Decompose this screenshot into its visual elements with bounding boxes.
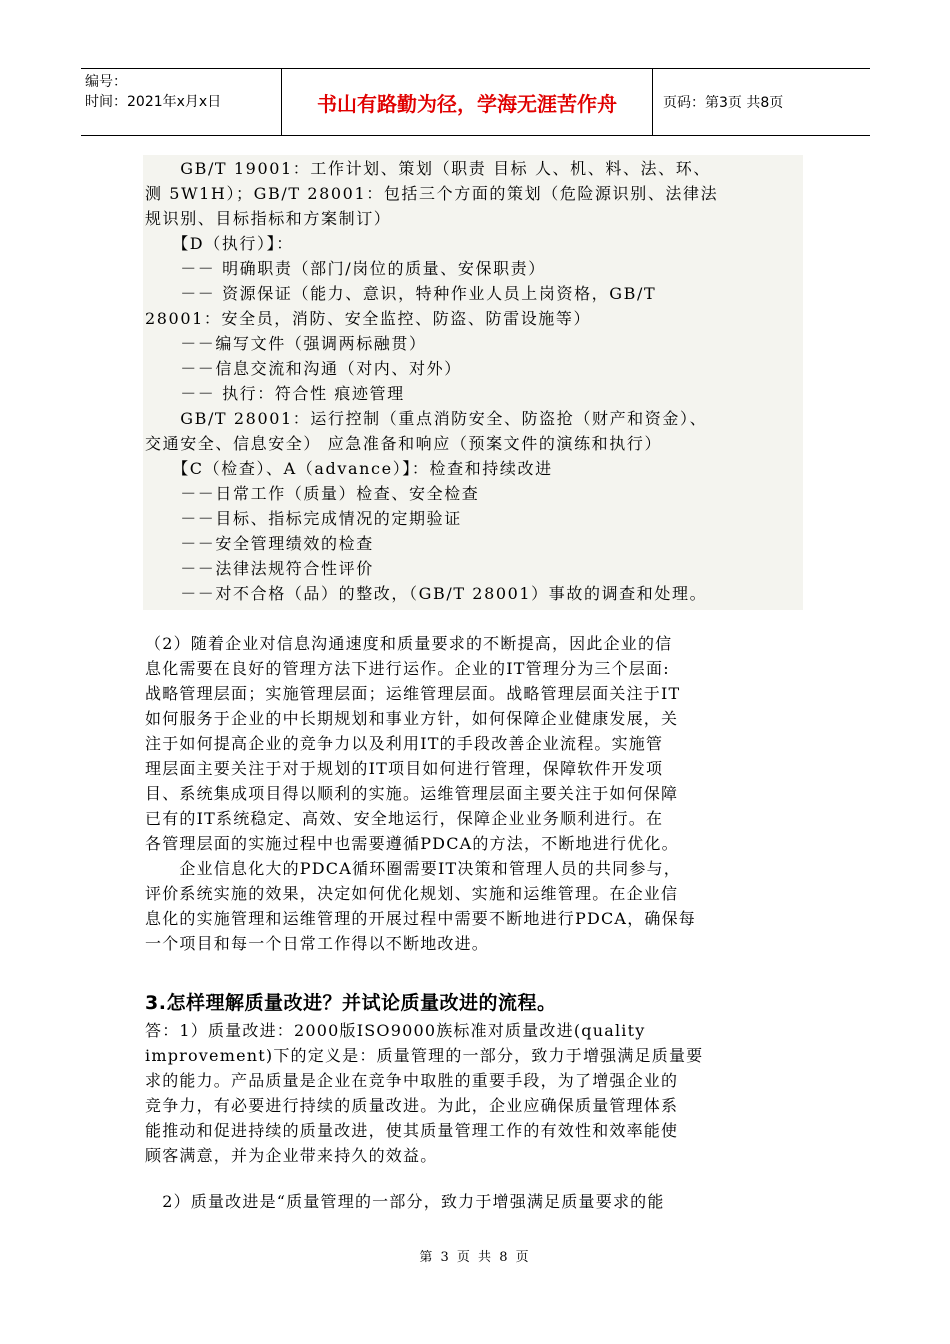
text-line: －－信息交流和沟通（对内、对外） [145, 359, 462, 378]
answer-2-line: 2）质量改进是“质量管理的一部分，致力于增强满足质量要求的能 [145, 1192, 665, 1211]
text-line: －－ 资源保证（能力、意识，特种作业人员上岗资格，GB/T [145, 284, 657, 303]
text-line: GB/T 28001：运行控制（重点消防安全、防盗抢（财产和资金）、 [145, 409, 708, 428]
text-line: GB/T 19001：工作计划、策划（职责 目标 人、机、料、法、环、 [145, 159, 711, 178]
header-table [81, 68, 870, 136]
text-line: 【D（执行）】： [145, 234, 294, 253]
header-info-cell [81, 69, 282, 135]
text-line: 息化的实施管理和运维管理的开展过程中需要不断地进行PDCA，确保每 [145, 909, 696, 928]
text-line: 竞争力，有必要进行持续的质量改进。为此，企业应确保质量管理体系 [145, 1096, 679, 1115]
text-line: 顾客满意，并为企业带来持久的效益。 [145, 1146, 438, 1165]
number-label: 编号： [85, 74, 127, 90]
text-line: improvement)下的定义是：质量管理的一部分，致力于增强满足质量要 [145, 1046, 704, 1065]
text-line: （2）随着企业对信息沟通速度和质量要求的不断提高，因此企业的信 [145, 634, 673, 653]
text-line: 【C（检查）、A（advance）】：检查和持续改进 [145, 459, 553, 478]
text-line: 能推动和促进持续的质量改进，使其质量管理工作的有效性和效率能使 [145, 1121, 679, 1140]
date-label: 时间：2021年x月x日 [85, 94, 222, 110]
header-motto: 书山有路勤为径，学海无涯苦作舟 [282, 69, 653, 135]
text-line: 评价系统实施的效果，决定如何优化规划、实施和运维管理。在企业信 [145, 884, 679, 903]
text-line: 战略管理层面；实施管理层面；运维管理层面。战略管理层面关注于IT [145, 684, 681, 703]
text-line: －－对不合格（品）的整改，（GB/T 28001）事故的调查和处理。 [145, 584, 708, 603]
header-page-label: 页码：第3页 共8页 [663, 95, 784, 111]
text-line: 求的能力。产品质量是企业在竞争中取胜的重要手段，为了增强企业的 [145, 1071, 679, 1090]
text-line: 一个项目和每一个日常工作得以不断地改进。 [145, 934, 490, 953]
text-line: 息化需要在良好的管理方法下进行运作。企业的IT管理分为三个层面: [145, 659, 670, 678]
text-line: －－日常工作（质量）检查、安全检查 [145, 484, 480, 503]
text-line: －－目标、指标完成情况的定期验证 [145, 509, 462, 528]
text-line: －－安全管理绩效的检查 [145, 534, 374, 553]
page-footer: 第 3 页 共 8 页 [419, 1250, 531, 1265]
text-line: 理层面主要关注于对于规划的IT项目如何进行管理，保障软件开发项 [145, 759, 664, 778]
text-line: －－编写文件（强调两标融贯） [145, 334, 427, 353]
text-line: 28001：安全员，消防、安全监控、防盗、防雷设施等） [145, 309, 592, 328]
question-heading: 3.怎样理解质量改进？并试论质量改进的流程。 [145, 992, 557, 1014]
text-line: 注于如何提高企业的竞争力以及利用IT的手段改善企业流程。实施管 [145, 734, 664, 753]
text-line: 测 5W1H）；GB/T 28001：包括三个方面的策划（危险源识别、法律法 [145, 184, 719, 203]
text-line: 交通安全、信息安全） 应急准备和响应（预案文件的演练和执行） [145, 434, 663, 453]
text-line: 企业信息化大的PDCA循环圈需要IT决策和管理人员的共同参与， [145, 859, 681, 878]
text-line: 已有的IT系统稳定、高效、安全地运行，保障企业业务顺利进行。在 [145, 809, 664, 828]
text-line: －－ 执行：符合性 痕迹管理 [145, 384, 405, 403]
text-line: －－法律法规符合性评价 [145, 559, 374, 578]
text-line: 答：1）质量改进：2000版ISO9000族标准对质量改进(quality [145, 1021, 646, 1040]
text-line: 目、系统集成项目得以顺利的实施。运维管理层面主要关注于如何保障 [145, 784, 679, 803]
text-line: 如何服务于企业的中长期规划和事业方针，如何保障企业健康发展，关 [145, 709, 679, 728]
text-line: 各管理层面的实施过程中也需要遵循PDCA的方法，不断地进行优化。 [145, 834, 679, 853]
text-line: －－ 明确职责（部门/岗位的质量、安保职责） [145, 259, 546, 278]
text-line: 规识别、目标指标和方案制订） [145, 209, 392, 228]
